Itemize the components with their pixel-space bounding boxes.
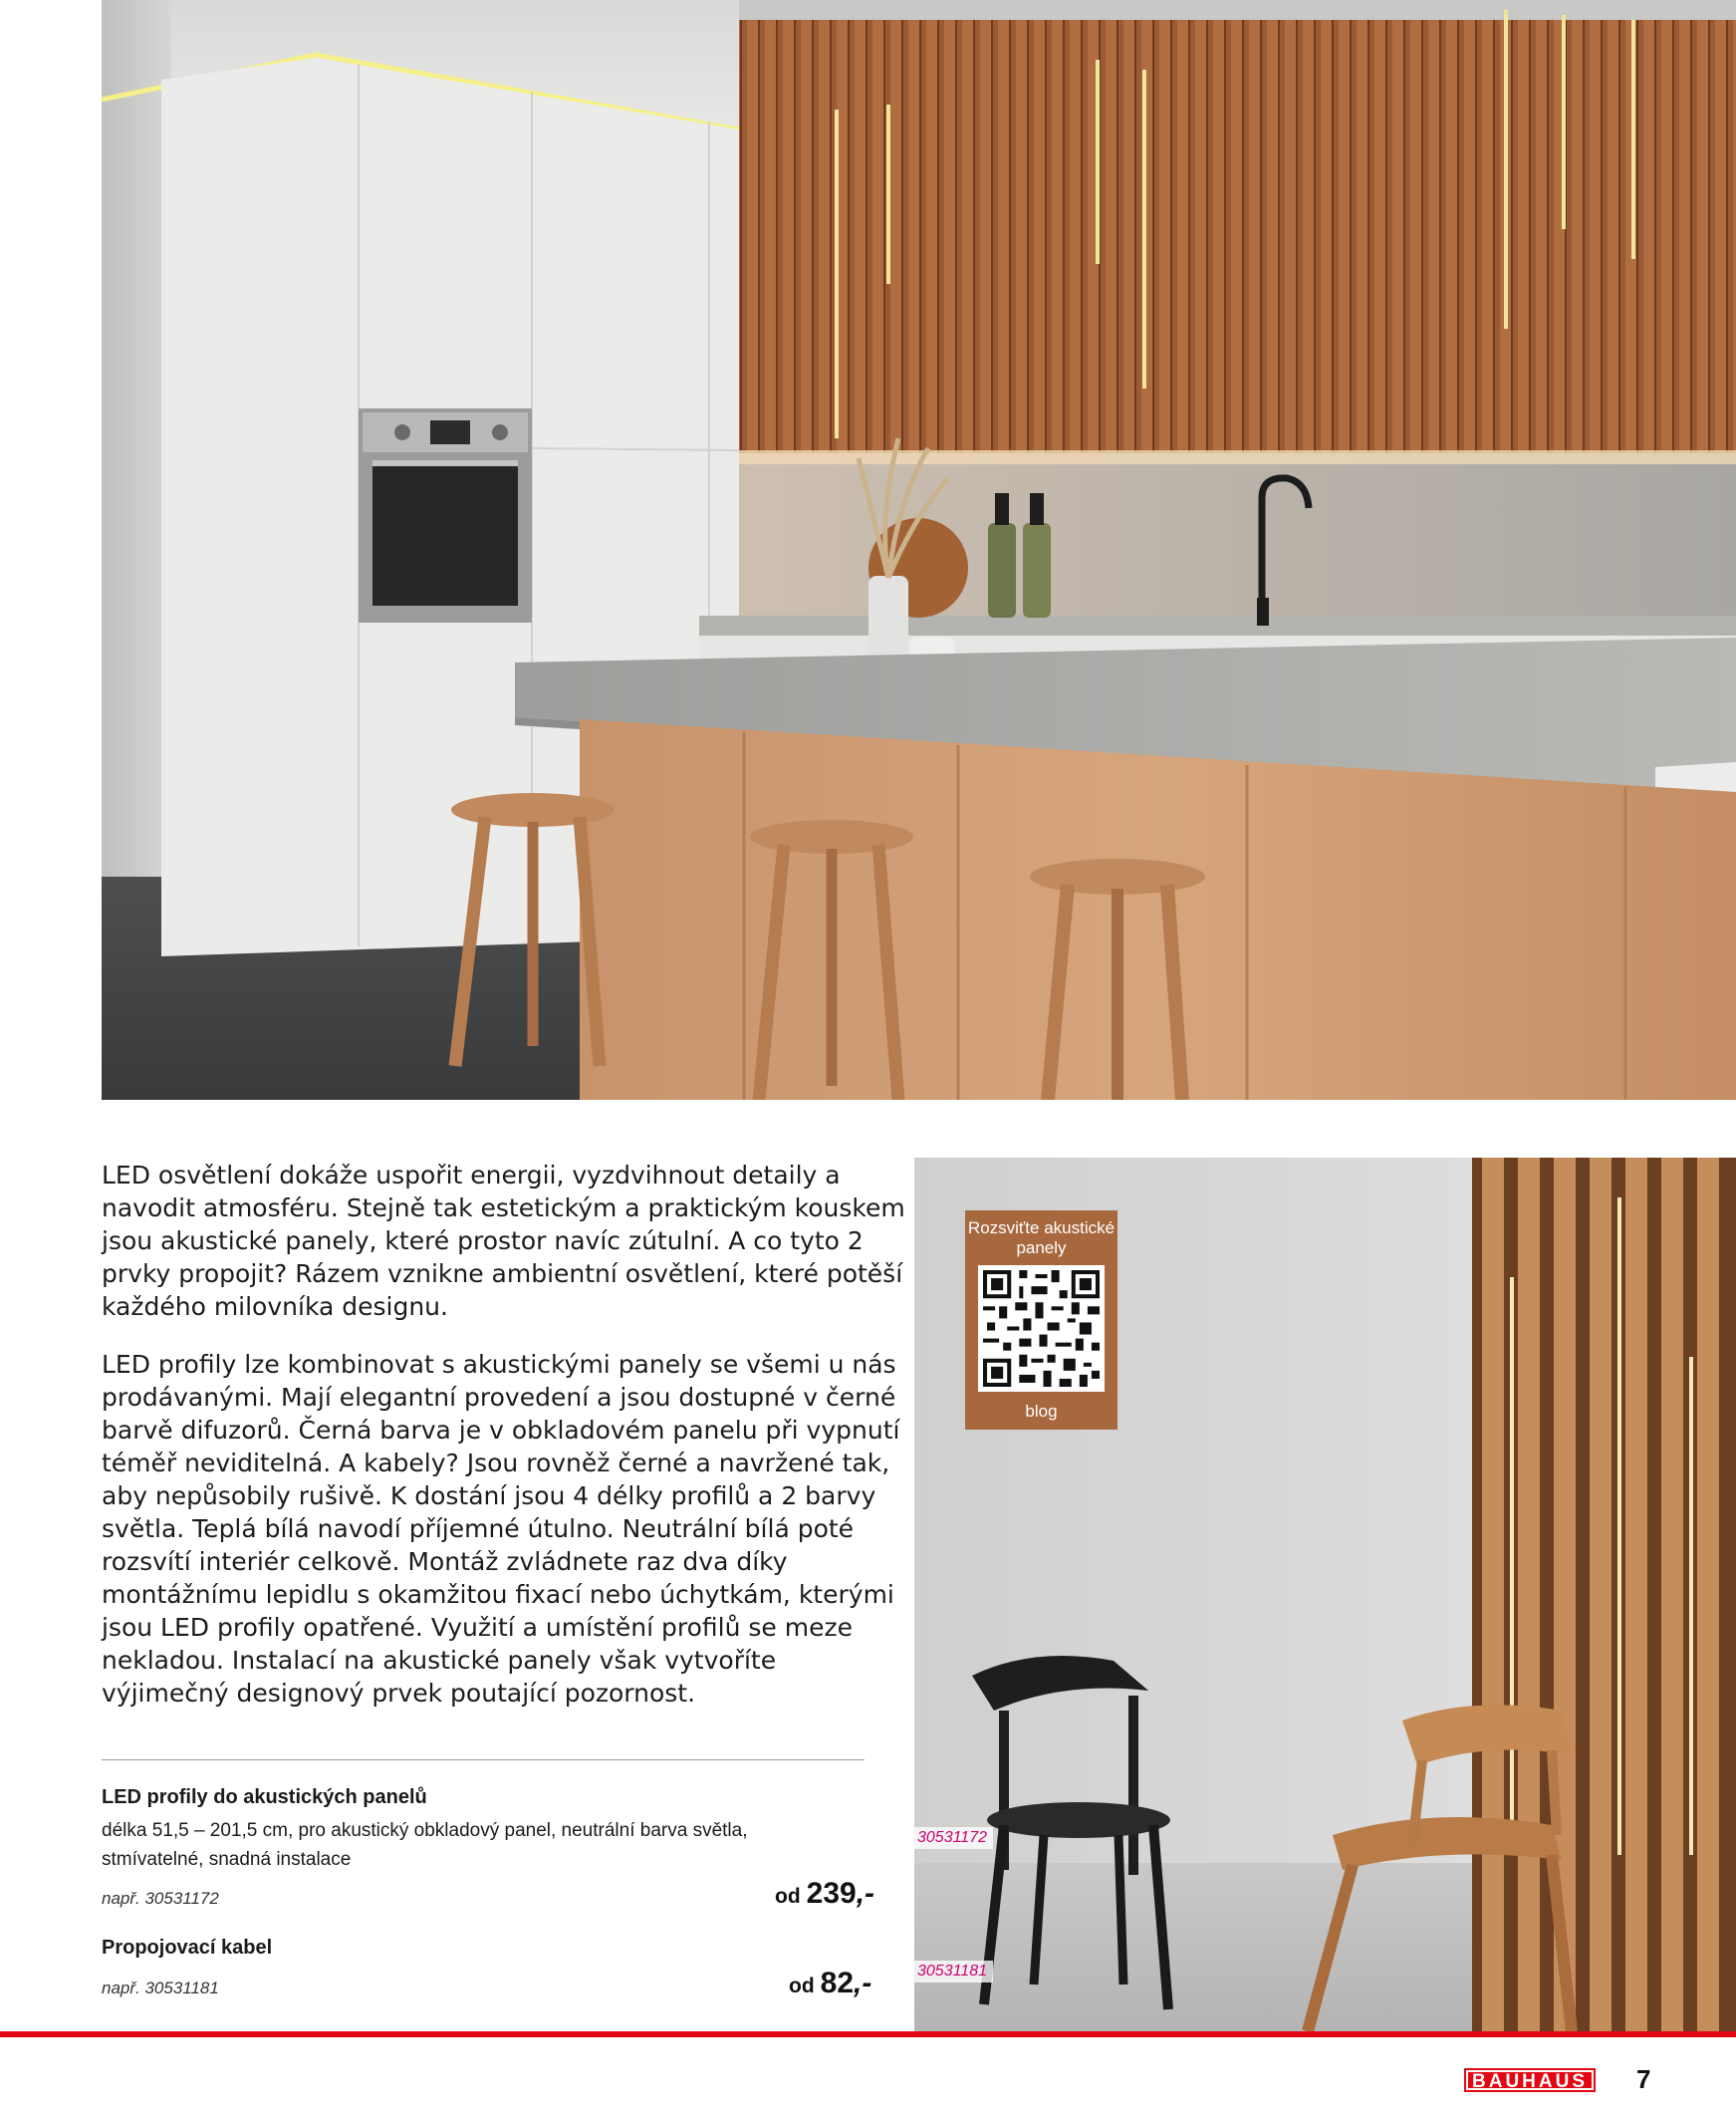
product-price-cable: [789, 1967, 871, 2000]
product-code-led-profiles: např. 30531172: [102, 1889, 219, 1908]
bauhaus-logo: BAUHAUS: [1464, 2068, 1596, 2092]
qr-code-icon[interactable]: [978, 1265, 1105, 1392]
product-code-cable: např. 30531181: [102, 1979, 219, 1997]
kitchen-illustration: [102, 0, 1736, 1100]
price-value: 82: [820, 1967, 855, 1999]
image-code-tag-led-profiles: 30531172: [914, 1827, 993, 1849]
product-name-cable: Propojovací kabel: [102, 1937, 273, 1959]
price-prefix: od: [775, 1885, 801, 1908]
product-price-led-profiles: [775, 1877, 874, 1911]
page-number: 7: [1636, 2064, 1651, 2094]
price-suffix: ,-: [854, 1967, 872, 1999]
footer-red-bar: [0, 2031, 1736, 2037]
acoustic-panel-shape: [1472, 1158, 1736, 2031]
product-name-led-profiles: LED profily do akustických panelů: [102, 1786, 427, 1808]
product-divider: [102, 1759, 865, 1760]
product-description-led-profiles: délka 51,5 – 201,5 cm, pro akustický obkladový panel, neutrální barva světla, stmívatelné, snadná instalace: [102, 1820, 748, 1870]
qr-title: Rozsviťte akustické panely: [967, 1218, 1116, 1257]
kitchen-photo: [102, 0, 1736, 1100]
price-suffix: ,-: [856, 1877, 875, 1910]
qr-code-graphic: [983, 1270, 1100, 1387]
qr-blog-box[interactable]: [965, 1210, 1117, 1430]
price-prefix: od: [789, 1975, 815, 1997]
intro-paragraph-2: LED profily lze kombinovat s akustickými panely se všemi u nás prodávanými. Mají elegantní provedení a jsou dostupné v černé barvě difuzorů. Černá barva je v obkladovém panelu při vypnutí téměř neviditelná. A kabely? Jsou rovněž černé a navržené tak, aby nepůsobily rušivě. K dostání jsou 4 délky profilů a 2 barvy světla. Teplá bílá navodí příjemné útulno. Neutrální bílá poté rozsvítí interiér celkově. Montáž zvládnete raz dva díky montážnímu lepidlu s okamžitou fixací nebo úchytkám, kterými jsou LED profily opatřené. Využití a umístění profilů se meze nekladou. Instalací na akustické panely však vytvoříte výjimečný designový prvek poutající pozornost.: [102, 1350, 900, 1708]
image-code-tag-cable: 30531181: [914, 1961, 993, 1983]
price-value: 239: [806, 1877, 857, 1910]
qr-label: blog: [1025, 1402, 1058, 1421]
intro-paragraph-1: LED osvětlení dokáže uspořit energii, vyzdvihnout detaily a navodit atmosféru. Stejně tak estetickým a praktickým kouskem jsou akustické panely, které prostor navíc zútulní. A co tyto 2 prvky propojit? Rázem vznikne ambientní osvětlení, které potěší každého milovníka designu.: [102, 1161, 905, 1321]
